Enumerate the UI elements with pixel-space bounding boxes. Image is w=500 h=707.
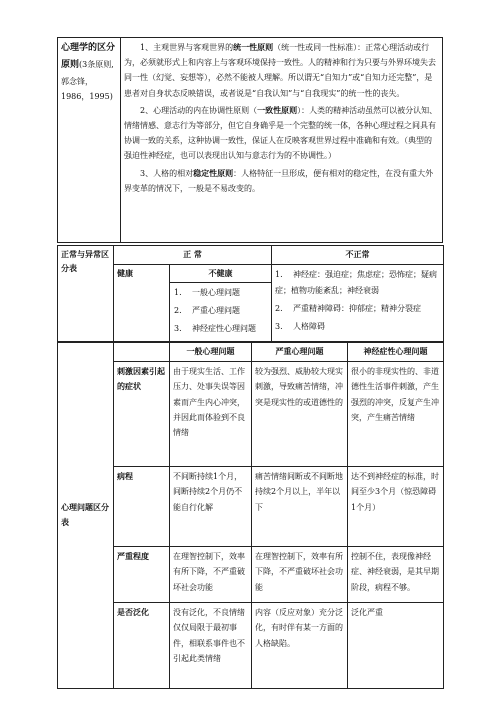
unhealthy-list bbox=[174, 285, 267, 337]
table-row bbox=[58, 603, 444, 689]
abnormal-item: 2. 严重精神障碍：抑郁症；精神分裂症 bbox=[275, 303, 422, 313]
abnormal-list bbox=[275, 267, 440, 335]
abnormal-item: 1. 神经症：强迫症；焦虑症；恐怖症；疑病症；植物功能紊乱；神经衰弱 bbox=[275, 269, 438, 295]
table-cell: 不间断持续1个月，间断持续2个月仍不能自行化解 bbox=[170, 467, 252, 547]
principles-label-cell bbox=[58, 38, 121, 243]
table-cell: 在理智控制下，效率有所下降，不严重破坏社会功能 bbox=[252, 547, 348, 603]
col-neurotic-problem: 神经症性心理问题 bbox=[348, 342, 444, 362]
table-cell: 在理智控制下，效率有所下降，不严重破坏社会功能 bbox=[170, 547, 252, 603]
problems-corner-cell bbox=[114, 342, 170, 362]
principles-table bbox=[57, 37, 443, 243]
row-head-generalization: 是否泛化 bbox=[114, 603, 170, 689]
healthy-cell: 健康 bbox=[114, 264, 170, 342]
table-cell: 较为强烈、威胁较大现实刺激，导致痛苦情绪，冲突是现实性的或道德性的 bbox=[252, 362, 348, 467]
table-cell: 很小的非现实性的、非道德性生活事件刺激，产生强烈的冲突，反复产生冲突，产生痛苦情绪 bbox=[348, 362, 444, 467]
unhealthy-item: 3. 神经症性心理问题 bbox=[174, 324, 256, 334]
abnormal-header: 不正常 bbox=[272, 246, 444, 265]
unhealthy-item: 2. 严重心理问题 bbox=[174, 306, 240, 316]
table-cell: 痛苦情绪间断或不间断地持续2个月以上，半年以下 bbox=[252, 467, 348, 547]
table-cell: 泛化严重 bbox=[348, 603, 444, 689]
normal-header: 正 常 bbox=[114, 246, 272, 265]
table-cell: 控制不住，表现像神经症、神经衰弱，是其早期阶段，病程不够。 bbox=[348, 547, 444, 603]
principles-label-rest: (3条原则,郭念锋，1986，1995) bbox=[61, 60, 114, 102]
principle-2: 2、心理活动的内在协调性原则（一致性原则）：人类的精神活动虽然可以被分认知、情绪情感、意志行为等部分，但它自身确乎是一个完整的统一体，各种心理过程之间具有协调一致的关系，这种协调一致性，保证人在反映客观世界过程中准确和有效。（典型的强迫性神经症，也可以表现出认知与意志行为的不协调性。） bbox=[124, 104, 438, 161]
normal-abnormal-table bbox=[57, 245, 444, 343]
table-row bbox=[58, 547, 444, 603]
table-row bbox=[58, 467, 444, 547]
row-head-severity: 严重程度 bbox=[114, 547, 170, 603]
problems-label: 心理问题区分表 bbox=[58, 342, 114, 689]
principle-1: 1、主观世界与客观世界的统一性原则（统一性或同一性标准）：正常心理活动或行为，必须就形式上和内容上与客观环境保持一致性。人的精神和行为只要与外界环境失去同一性（幻觉、妄想等），必然不能被人理解。所以谓无“自知力”或“自知力还完整”，是患者对自身状态反映错误，或者说是“自我认知”与“自我现实”的统一性的丧失。 bbox=[124, 42, 436, 98]
abnormal-item: 3. 人格障碍 bbox=[275, 321, 326, 331]
table-row bbox=[58, 362, 444, 467]
abnormal-cell bbox=[272, 264, 444, 342]
unhealthy-cell bbox=[170, 264, 272, 342]
row-head-stimulus: 刺激因素引起的症状 bbox=[114, 362, 170, 467]
principles-content-cell bbox=[121, 38, 443, 243]
principles-label-bold: 心理学的区分原则 bbox=[61, 43, 116, 71]
table-cell: 内容（反应对象）充分泛化，有时伴有某一方面的人格缺陷。 bbox=[252, 603, 348, 689]
unhealthy-item: 1. 一般心理问题 bbox=[174, 288, 240, 298]
normal-abnormal-label: 正常与异常区分表 bbox=[58, 246, 114, 343]
col-severe-problem: 严重心理问题 bbox=[252, 342, 348, 362]
table-cell: 达不到神经症的标准，时间至少3个月（惊恐障碍1个月） bbox=[348, 467, 444, 547]
problems-table bbox=[57, 341, 444, 689]
table-cell: 由于现实生活、工作压力、处事失误等因素而产生内心冲突，并因此而体验到不良情绪 bbox=[170, 362, 252, 467]
table-cell: 没有泛化，不良情绪仅仅局限于最初事件，相联系事件也不引起此类情绪 bbox=[170, 603, 252, 689]
principle-3: 3、人格的相对稳定性原则：人格特征一旦形成，便有相对的稳定性，在没有重大外界变革的情况下，一般是不易改变的。 bbox=[124, 167, 434, 193]
unhealthy-header: 不健康 bbox=[170, 265, 271, 284]
col-general-problem: 一般心理问题 bbox=[170, 342, 252, 362]
row-head-course: 病程 bbox=[114, 467, 170, 547]
